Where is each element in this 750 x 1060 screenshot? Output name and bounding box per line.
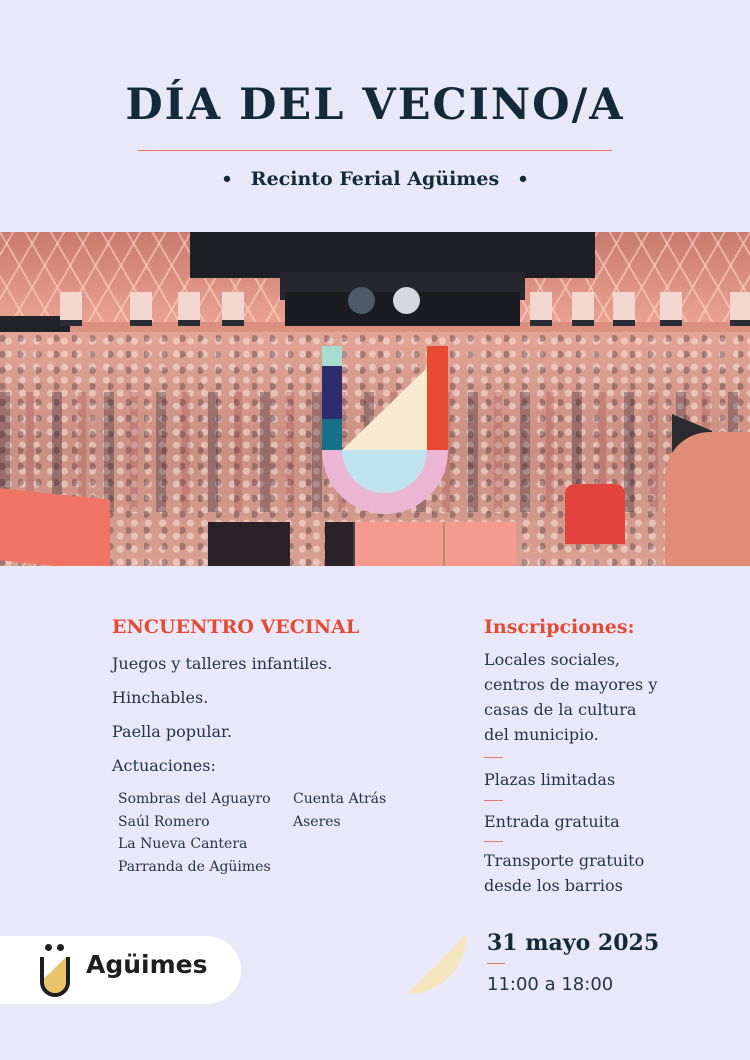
logo-triangle bbox=[342, 368, 427, 450]
performers-column-2 bbox=[293, 788, 386, 833]
feature-item: Transporte gratuito bbox=[484, 851, 645, 870]
decorative-arc-icon bbox=[407, 934, 467, 994]
bullet-icon: • bbox=[221, 169, 233, 190]
u-fill bbox=[44, 957, 66, 993]
dash-divider bbox=[484, 841, 503, 842]
hanging-banner bbox=[730, 292, 750, 326]
location-line: centros de mayores y bbox=[484, 675, 658, 694]
u-shape-icon bbox=[40, 957, 70, 997]
aguimes-u-logo-icon bbox=[322, 346, 448, 514]
title-divider bbox=[138, 150, 612, 151]
venue-line bbox=[0, 168, 750, 190]
performer: Saúl Romero bbox=[118, 813, 210, 830]
hanging-banner bbox=[530, 292, 552, 326]
umlaut-dot-icon bbox=[45, 944, 52, 951]
musician-face bbox=[665, 432, 750, 566]
logo-block bbox=[322, 366, 342, 419]
cameraman bbox=[565, 484, 625, 544]
hanging-banner bbox=[613, 292, 635, 326]
inscripciones-heading: Inscripciones: bbox=[484, 616, 635, 638]
location-line: Locales sociales, bbox=[484, 650, 620, 669]
logo-dot-icon bbox=[348, 287, 375, 314]
inscripciones-locations bbox=[484, 647, 684, 747]
feature-item: Entrada gratuita bbox=[484, 812, 620, 831]
dash-divider bbox=[484, 757, 503, 758]
encuentro-heading: ENCUENTRO VECINAL bbox=[112, 616, 360, 638]
dash-divider bbox=[484, 800, 503, 801]
music-book bbox=[353, 522, 516, 566]
dash-divider bbox=[487, 963, 505, 964]
activity-item: Paella popular. bbox=[112, 722, 232, 741]
feature-item: Plazas limitadas bbox=[484, 770, 616, 789]
activity-item: Actuaciones: bbox=[112, 756, 216, 775]
logo-block bbox=[322, 346, 342, 366]
logo-dot-icon bbox=[393, 287, 420, 314]
activity-item: Hinchables. bbox=[112, 688, 209, 707]
hanging-banner bbox=[130, 292, 152, 326]
feature-item: desde los barrios bbox=[484, 876, 623, 895]
brand-name: Agüimes bbox=[86, 950, 208, 979]
performer: Aseres bbox=[293, 813, 341, 830]
aguimes-logo-icon bbox=[38, 944, 72, 998]
location-line: casas de la cultura bbox=[484, 700, 637, 719]
performers-column-1 bbox=[118, 788, 271, 878]
hanging-banner bbox=[60, 292, 82, 326]
hanging-banner bbox=[572, 292, 594, 326]
event-date: 31 mayo 2025 bbox=[487, 930, 660, 956]
bullet-icon: • bbox=[517, 169, 529, 190]
logo-block bbox=[322, 419, 342, 450]
hanging-banner bbox=[178, 292, 200, 326]
hanging-banner bbox=[660, 292, 682, 326]
performer: Parranda de Agüimes bbox=[118, 858, 271, 875]
page-title: DÍA DEL VECINO/A bbox=[125, 80, 625, 130]
umlaut-dot-icon bbox=[57, 944, 64, 951]
location-line: del municipio. bbox=[484, 725, 599, 744]
activity-item: Juegos y talleres infantiles. bbox=[112, 654, 333, 673]
hanging-banner bbox=[222, 292, 244, 326]
logo-block bbox=[427, 346, 448, 450]
performer: La Nueva Cantera bbox=[118, 836, 248, 852]
stage-speaker bbox=[208, 522, 290, 566]
performer: Cuenta Atrás bbox=[293, 791, 387, 807]
music-stand bbox=[0, 488, 110, 566]
venue-name: Recinto Ferial Agüimes bbox=[250, 168, 500, 190]
event-time: 11:00 a 18:00 bbox=[487, 974, 614, 995]
performer: Sombras del Aguayro bbox=[118, 791, 271, 807]
